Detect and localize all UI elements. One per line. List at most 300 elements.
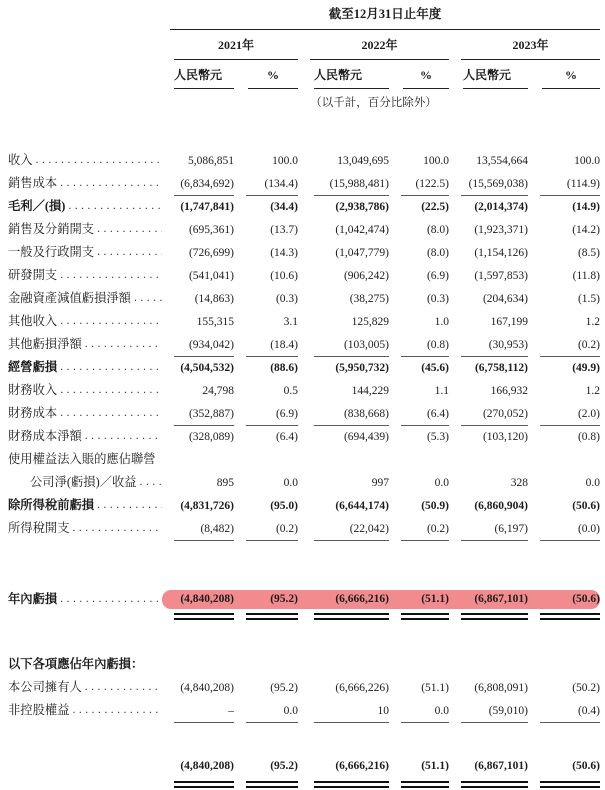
cell-2022-pct xyxy=(389,653,449,676)
rule-cell xyxy=(528,609,600,620)
value-2022-pct: 100.0 xyxy=(423,155,449,167)
value-2023-rmb: (6,758,112) xyxy=(474,362,528,374)
cell-2021-rmb xyxy=(162,172,234,195)
cell-2023-pct xyxy=(528,494,600,517)
cell-2021-pct xyxy=(234,172,298,195)
row-label-cell xyxy=(8,356,162,379)
cell-2021-rmb xyxy=(162,471,234,494)
value-2021-pct: 3.1 xyxy=(283,316,298,328)
cell-2021-rmb xyxy=(162,264,234,287)
unit-note-row xyxy=(8,89,600,111)
value-2021-rmb: (934,042) xyxy=(174,335,234,357)
cell-2023-rmb xyxy=(449,676,528,699)
cell-2023-pct xyxy=(528,356,600,379)
row-label-cell xyxy=(8,448,162,471)
dot-leader xyxy=(94,494,162,517)
cell-2023-pct xyxy=(528,310,600,333)
year-2022-header: 2022年 xyxy=(310,37,449,60)
value-2022-rmb: (5,950,732) xyxy=(335,362,389,374)
cell-2021-pct xyxy=(234,494,298,517)
row-label-cell xyxy=(8,195,162,218)
cell-2021-pct xyxy=(234,241,298,264)
row-label-cell xyxy=(8,653,162,676)
cell-2022-rmb xyxy=(298,448,389,471)
cell-2023-pct xyxy=(528,379,600,402)
table-row xyxy=(8,494,600,517)
table-row xyxy=(8,676,600,699)
double-rule-row xyxy=(8,609,600,623)
cell-2023-rmb xyxy=(449,402,528,425)
cell-2021-pct xyxy=(234,287,298,310)
double-underline xyxy=(314,781,389,788)
table-row xyxy=(8,448,600,471)
double-underline xyxy=(401,613,449,620)
row-label-cell xyxy=(8,218,162,241)
cell-2021-rmb xyxy=(162,310,234,333)
cell-2021-rmb xyxy=(162,653,234,676)
value-2021-rmb: 895 xyxy=(216,477,234,489)
row-label: 使用權益法入賬的應佔聯營 xyxy=(8,452,156,466)
value-2023-pct: (8.5) xyxy=(577,247,600,259)
value-2023-rmb: (59,010) xyxy=(461,701,528,723)
value-2021-pct: (134.4) xyxy=(246,174,298,196)
value-2023-rmb: (6,860,904) xyxy=(474,500,528,512)
cell-2022-rmb xyxy=(298,310,389,333)
cell-2022-pct xyxy=(389,218,449,241)
value-2021-pct: (95.2) xyxy=(270,593,298,605)
table-header xyxy=(8,6,600,111)
dot-leader xyxy=(57,379,162,402)
note-spacer xyxy=(162,95,298,111)
value-2023-rmb: (204,634) xyxy=(482,293,528,305)
cell-2021-rmb xyxy=(162,356,234,379)
cell-2023-pct xyxy=(528,590,600,609)
dot-leader xyxy=(57,264,162,287)
cell-2022-pct xyxy=(389,310,449,333)
table-row xyxy=(8,379,600,402)
value-2023-rmb: (1,597,853) xyxy=(474,270,528,282)
cell-2022-pct xyxy=(389,471,449,494)
cell-2021-pct xyxy=(234,676,298,699)
value-2022-pct: (8.0) xyxy=(426,247,449,259)
value-2023-pct: (2.0) xyxy=(540,404,600,426)
value-2021-pct: (88.6) xyxy=(270,362,298,374)
value-2022-rmb: (694,439) xyxy=(343,431,389,443)
cell-2022-rmb xyxy=(298,402,389,425)
cell-2023-rmb xyxy=(449,653,528,676)
value-2023-rmb: (103,120) xyxy=(482,431,528,443)
cell-2023-rmb xyxy=(449,287,528,310)
cell-2023-rmb xyxy=(449,699,528,722)
dot-leader xyxy=(70,517,163,540)
dot-leader xyxy=(70,699,163,722)
dot-leader xyxy=(82,333,162,356)
cell-2022-rmb xyxy=(298,676,389,699)
value-2023-rmb: 167,199 xyxy=(490,316,528,328)
cell-2022-pct xyxy=(389,379,449,402)
value-2021-pct: (0.2) xyxy=(246,519,298,541)
dot-leader xyxy=(57,402,162,425)
cell-2022-pct xyxy=(389,425,449,448)
value-2021-rmb: 155,315 xyxy=(196,316,234,328)
value-2023-rmb: (30,953) xyxy=(461,335,528,357)
value-2023-pct: (11.8) xyxy=(572,270,600,282)
cell-2021-pct xyxy=(234,653,298,676)
value-2021-pct: 100.0 xyxy=(272,155,298,167)
cell-2022-rmb xyxy=(298,287,389,310)
value-2023-pct: 0.0 xyxy=(585,477,600,489)
row-label-cell xyxy=(8,494,162,517)
rule-cell xyxy=(528,777,600,788)
rule-cell xyxy=(389,777,449,788)
value-2021-pct: (10.6) xyxy=(270,270,298,282)
cell-2022-pct xyxy=(389,494,449,517)
row-label-cell xyxy=(8,517,162,540)
table-row xyxy=(8,754,600,777)
value-2023-rmb: (6,867,101) xyxy=(474,593,528,605)
dot-leader xyxy=(57,172,162,195)
cell-2023-pct xyxy=(528,448,600,471)
cell-2022-rmb xyxy=(298,653,389,676)
row-label: 金融資產減值虧損淨額 xyxy=(8,291,131,305)
dot-leader xyxy=(143,653,162,676)
rule-cell xyxy=(449,777,528,788)
value-2023-pct: (50.6) xyxy=(572,500,600,512)
year-2023-header: 2023年 xyxy=(461,37,600,60)
table-row xyxy=(8,653,600,676)
row-label-cell xyxy=(8,172,162,195)
cell-2022-rmb xyxy=(298,195,389,218)
currency-header-2021: 人民幣元 xyxy=(174,67,234,89)
value-2021-pct: (18.4) xyxy=(246,335,298,357)
cell-2022-pct xyxy=(389,448,449,471)
cell-2023-rmb xyxy=(449,517,528,540)
table-row xyxy=(8,699,600,722)
cell-2022-rmb xyxy=(298,149,389,172)
percent-header-2021: % xyxy=(248,67,298,89)
value-2021-rmb: (1,747,841) xyxy=(180,201,234,213)
cell-2022-pct xyxy=(389,699,449,722)
cell-2023-rmb xyxy=(449,310,528,333)
cell-2021-pct xyxy=(234,195,298,218)
row-label: 收入 xyxy=(8,153,33,167)
value-2021-pct: (0.3) xyxy=(275,293,298,305)
cell-2022-rmb xyxy=(298,494,389,517)
rule-cell xyxy=(162,777,234,788)
cell-2022-rmb xyxy=(298,264,389,287)
value-2022-pct: (45.6) xyxy=(421,362,449,374)
dot-leader xyxy=(57,310,162,333)
table-row xyxy=(8,517,600,540)
row-label: 毛利／(損) xyxy=(8,199,66,213)
cell-2021-rmb xyxy=(162,287,234,310)
cell-2023-rmb xyxy=(449,264,528,287)
value-2023-pct: (114.9) xyxy=(540,174,600,196)
row-label-cell xyxy=(8,402,162,425)
dot-leader xyxy=(94,241,162,264)
row-label: 財務收入 xyxy=(8,383,58,397)
value-2021-pct: (34.4) xyxy=(270,201,298,213)
dot-leader xyxy=(82,676,162,699)
dot-leader xyxy=(94,218,162,241)
cell-2022-rmb xyxy=(298,699,389,722)
cell-2023-rmb xyxy=(449,425,528,448)
double-underline xyxy=(401,781,449,788)
table-row xyxy=(8,195,600,218)
table-row xyxy=(8,333,600,356)
cell-2023-pct xyxy=(528,218,600,241)
value-2023-pct: 100.0 xyxy=(574,155,600,167)
cell-2022-rmb xyxy=(298,425,389,448)
period-title: 截至12月31日止年度 xyxy=(170,6,600,30)
row-label: 經營虧損 xyxy=(8,360,58,374)
cell-2022-pct xyxy=(389,754,449,777)
cell-2021-rmb xyxy=(162,676,234,699)
cell-2023-pct xyxy=(528,425,600,448)
double-underline xyxy=(174,613,234,620)
cell-2022-pct xyxy=(389,172,449,195)
value-2021-pct: (95.2) xyxy=(270,682,298,694)
rule-cell xyxy=(389,609,449,620)
dot-leader xyxy=(131,287,162,310)
value-2023-pct: (50.6) xyxy=(572,593,600,605)
value-2021-rmb: (541,041) xyxy=(188,270,234,282)
value-2023-pct: (50.2) xyxy=(572,682,600,694)
table-row xyxy=(8,218,600,241)
row-label-cell xyxy=(8,754,162,777)
cell-2022-rmb xyxy=(298,356,389,379)
spacer xyxy=(8,722,600,754)
cell-2021-rmb xyxy=(162,517,234,540)
unit-header-row xyxy=(8,60,600,89)
double-underline xyxy=(246,781,298,788)
cell-2023-rmb xyxy=(449,333,528,356)
cell-2023-pct xyxy=(528,471,600,494)
label-column-spacer xyxy=(8,37,162,60)
value-2023-rmb: (270,052) xyxy=(461,404,528,426)
dot-leader xyxy=(65,195,162,218)
double-underline xyxy=(540,613,600,620)
cell-2023-pct xyxy=(528,195,600,218)
cell-2021-rmb xyxy=(162,590,234,609)
cell-2023-rmb xyxy=(449,448,528,471)
value-2021-pct: (14.3) xyxy=(270,247,298,259)
row-label: 財務成本 xyxy=(8,406,58,420)
value-2022-rmb: (22,042) xyxy=(314,519,389,541)
value-2023-rmb: (1,923,371) xyxy=(474,224,528,236)
value-2023-pct: (0.4) xyxy=(540,701,600,723)
row-label: 本公司擁有人 xyxy=(8,680,82,694)
row-label-cell xyxy=(8,333,162,356)
cell-2022-rmb xyxy=(298,333,389,356)
value-2023-rmb: 13,554,664 xyxy=(476,155,528,167)
cell-2021-rmb xyxy=(162,448,234,471)
row-label: 一般及行政開支 xyxy=(8,245,95,259)
value-2022-rmb: (6,644,174) xyxy=(335,500,389,512)
value-2023-pct: (0.2) xyxy=(540,335,600,357)
value-2021-pct: (13.7) xyxy=(270,224,298,236)
table-row xyxy=(8,590,600,609)
row-label-cell xyxy=(8,590,162,609)
value-2023-pct: 1.2 xyxy=(585,385,600,397)
cell-2022-rmb xyxy=(298,218,389,241)
row-label-cell xyxy=(8,149,162,172)
value-2022-rmb: 10 xyxy=(314,701,389,723)
year-2021-header: 2021年 xyxy=(174,37,298,60)
value-2021-pct: (95.0) xyxy=(270,500,298,512)
value-2022-pct: 1.1 xyxy=(434,385,449,397)
value-2023-pct: (0.8) xyxy=(577,431,600,443)
row-label: 非控股權益 xyxy=(8,703,70,717)
value-2021-rmb: (726,699) xyxy=(188,247,234,259)
value-2021-rmb: (4,840,208) xyxy=(180,593,234,605)
value-2021-rmb: (328,089) xyxy=(188,431,234,443)
cell-2023-rmb xyxy=(449,590,528,609)
value-2022-rmb: 125,829 xyxy=(351,316,389,328)
value-2023-pct: (50.6) xyxy=(572,760,600,772)
table-row xyxy=(8,287,600,310)
value-2023-pct: (49.9) xyxy=(572,362,600,374)
cell-2021-rmb xyxy=(162,494,234,517)
value-2023-rmb: 328 xyxy=(510,477,528,489)
value-2021-rmb: (4,840,208) xyxy=(180,760,234,772)
value-2022-rmb: (1,042,474) xyxy=(335,224,389,236)
value-2021-rmb: (14,863) xyxy=(194,293,234,305)
cell-2023-pct xyxy=(528,264,600,287)
value-2022-rmb: (6,666,226) xyxy=(335,682,389,694)
value-2022-rmb: (838,668) xyxy=(314,404,389,426)
cell-2023-pct xyxy=(528,333,600,356)
value-2021-rmb: (4,840,208) xyxy=(180,682,234,694)
value-2021-pct: (6.4) xyxy=(275,431,298,443)
value-2023-pct: (14.9) xyxy=(572,201,600,213)
cell-2021-pct xyxy=(234,264,298,287)
cell-2021-rmb xyxy=(162,218,234,241)
value-2022-pct: 1.0 xyxy=(434,316,449,328)
cell-2023-pct xyxy=(528,754,600,777)
cell-2022-rmb xyxy=(298,754,389,777)
cell-2022-pct xyxy=(389,676,449,699)
cell-2021-rmb xyxy=(162,333,234,356)
spacer xyxy=(8,540,600,590)
cell-2023-rmb xyxy=(449,754,528,777)
value-2023-pct: (14.2) xyxy=(572,224,600,236)
value-2022-pct: (22.5) xyxy=(421,201,449,213)
value-2022-pct: 0.0 xyxy=(401,701,449,723)
value-2022-pct: (122.5) xyxy=(401,174,449,196)
cell-2021-pct xyxy=(234,333,298,356)
value-2022-pct: (6.9) xyxy=(426,270,449,282)
cell-2023-pct xyxy=(528,402,600,425)
percent-header-2023: % xyxy=(542,67,600,89)
cell-2021-pct xyxy=(234,379,298,402)
value-2021-pct: (95.2) xyxy=(270,760,298,772)
value-2022-pct: (0.3) xyxy=(426,293,449,305)
cell-2023-rmb xyxy=(449,356,528,379)
cell-2021-rmb xyxy=(162,754,234,777)
cell-2022-pct xyxy=(389,333,449,356)
cell-2021-pct xyxy=(234,471,298,494)
cell-2021-pct xyxy=(234,149,298,172)
cell-2023-rmb xyxy=(449,218,528,241)
value-2023-rmb: (1,154,126) xyxy=(474,247,528,259)
row-label: 以下各項應佔年內虧損： xyxy=(8,657,144,671)
rule-cell xyxy=(234,609,298,620)
cell-2021-pct xyxy=(234,517,298,540)
value-2022-pct: (51.1) xyxy=(421,682,449,694)
year-header-row xyxy=(8,30,600,60)
value-2022-rmb: (1,047,779) xyxy=(335,247,389,259)
cell-2021-pct xyxy=(234,218,298,241)
cell-2023-pct xyxy=(528,241,600,264)
cell-2023-rmb xyxy=(449,241,528,264)
value-2022-pct: (0.8) xyxy=(401,335,449,357)
row-label: 財務成本淨額 xyxy=(8,429,82,443)
value-2023-rmb: (6,808,091) xyxy=(474,682,528,694)
row-label: 公司淨(虧損)／收益 xyxy=(30,475,137,489)
value-2021-rmb: – xyxy=(174,701,234,723)
cell-2021-pct xyxy=(234,448,298,471)
label-column-spacer xyxy=(8,67,162,89)
value-2021-pct: 0.0 xyxy=(246,701,298,723)
value-2022-pct: (5.3) xyxy=(426,431,449,443)
percent-header-2022: % xyxy=(403,67,449,89)
double-underline xyxy=(461,613,528,620)
cell-2022-rmb xyxy=(298,241,389,264)
cell-2021-rmb xyxy=(162,149,234,172)
financial-table-body xyxy=(8,149,600,790)
table-row xyxy=(8,310,600,333)
table-row xyxy=(8,356,600,379)
cell-2021-rmb xyxy=(162,195,234,218)
rule-cell xyxy=(234,777,298,788)
cell-2021-rmb xyxy=(162,241,234,264)
cell-2021-pct xyxy=(234,402,298,425)
row-label: 銷售及分銷開支 xyxy=(8,222,95,236)
cell-2023-pct xyxy=(528,653,600,676)
value-2023-rmb: (6,867,101) xyxy=(474,760,528,772)
rule-cell xyxy=(298,609,389,620)
cell-2023-rmb xyxy=(449,494,528,517)
row-label-cell xyxy=(8,425,162,448)
row-label: 其他虧損淨額 xyxy=(8,337,82,351)
spacer xyxy=(8,623,600,653)
row-label-cell xyxy=(8,264,162,287)
rule-cell xyxy=(449,609,528,620)
value-2023-pct: (1.5) xyxy=(577,293,600,305)
value-2021-rmb: 24,798 xyxy=(202,385,234,397)
dot-leader xyxy=(57,590,162,609)
row-label-cell xyxy=(8,379,162,402)
unit-note: （以千計，百分比除外） xyxy=(310,97,437,109)
value-2021-rmb: (352,887) xyxy=(174,404,234,426)
value-2023-rmb: (2,014,374) xyxy=(474,201,528,213)
value-2021-rmb: (4,504,532) xyxy=(180,362,234,374)
table-row xyxy=(8,471,600,494)
cell-2023-pct xyxy=(528,172,600,195)
row-label-cell xyxy=(8,241,162,264)
dot-leader xyxy=(57,356,162,379)
cell-2022-rmb xyxy=(298,471,389,494)
cell-2023-rmb xyxy=(449,172,528,195)
value-2021-rmb: (6,834,692) xyxy=(174,174,234,196)
row-label: 所得稅開支 xyxy=(8,521,70,535)
cell-2023-pct xyxy=(528,676,600,699)
row-label-cell xyxy=(8,310,162,333)
value-2022-rmb: 13,049,695 xyxy=(337,155,389,167)
cell-2021-rmb xyxy=(162,379,234,402)
cell-2021-pct xyxy=(234,356,298,379)
